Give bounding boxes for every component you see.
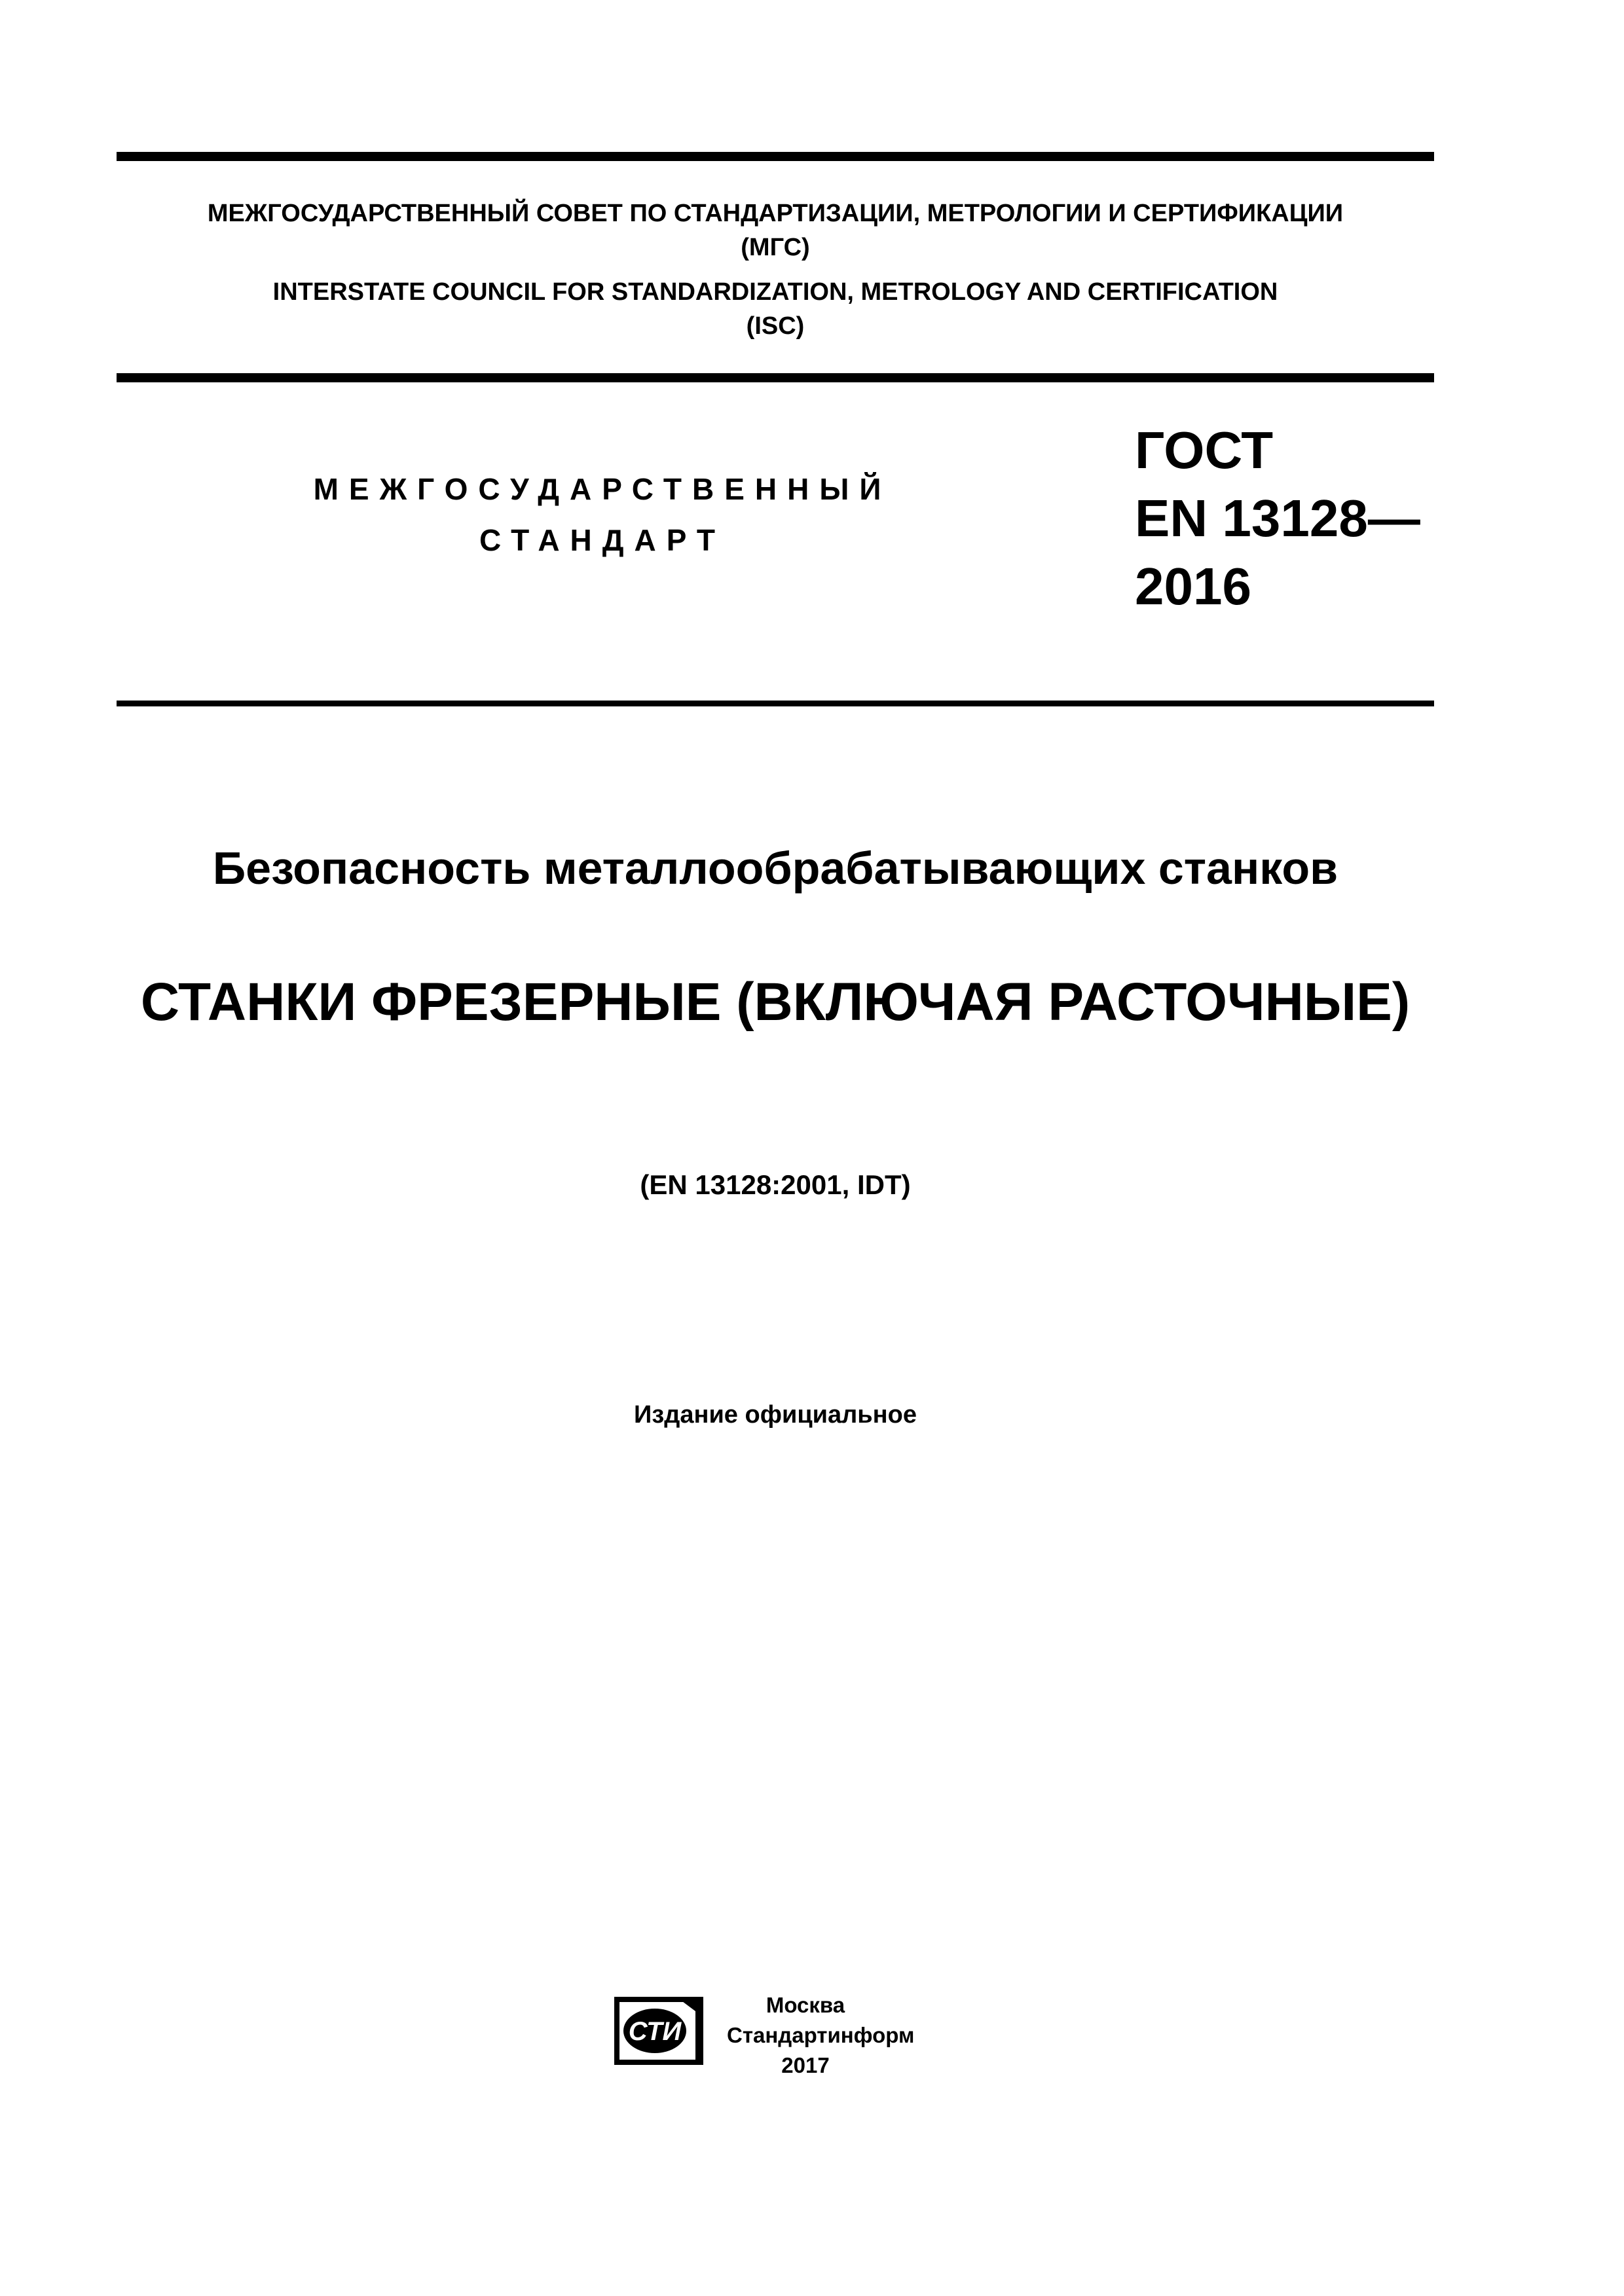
top-rule xyxy=(117,152,1434,161)
edition-label: Издание официальное xyxy=(634,1401,917,1429)
publisher-name: Стандартинформ xyxy=(727,2023,915,2047)
standard-type-line2: СТАНДАРТ xyxy=(479,523,726,557)
designation-year: 2016 xyxy=(1135,557,1251,615)
document-subtitle: СТАНКИ ФРЕЗЕРНЫЕ (ВКЛЮЧАЯ РАСТОЧНЫЕ) xyxy=(140,972,1411,1032)
header-rule xyxy=(117,701,1434,706)
publisher-block xyxy=(727,1990,915,2081)
council-ru-name: МЕЖГОСУДАРСТВЕННЫЙ СОВЕТ ПО СТАНДАРТИЗАЦИИ, МЕТРОЛОГИИ И СЕРТИФИКАЦИИ xyxy=(207,200,1344,227)
council-en-abbr: (ISC) xyxy=(746,312,805,340)
council-en-name: INTERSTATE COUNCIL FOR STANDARDIZATION, METROLOGY AND CERTIFICATION xyxy=(272,278,1278,306)
logo-text: СТИ xyxy=(628,2017,682,2046)
council-rule xyxy=(117,373,1434,382)
standard-type-line1: МЕЖГОСУДАРСТВЕННЫЙ xyxy=(313,472,892,506)
council-en xyxy=(117,275,1434,343)
en-reference: (EN 13128:2001, IDT) xyxy=(640,1169,911,1200)
council-ru xyxy=(117,196,1434,264)
publisher-year: 2017 xyxy=(781,2053,830,2077)
standartinform-logo-icon xyxy=(614,1997,703,2065)
designation-number: EN 13128— xyxy=(1135,489,1420,547)
council-ru-abbr: (МГС) xyxy=(741,234,810,261)
publisher-city: Москва xyxy=(766,1993,845,2017)
document-title: Безопасность металлообрабатывающих станков xyxy=(212,843,1338,894)
standard-designation xyxy=(1135,416,1420,621)
designation-prefix: ГОСТ xyxy=(1135,421,1274,479)
